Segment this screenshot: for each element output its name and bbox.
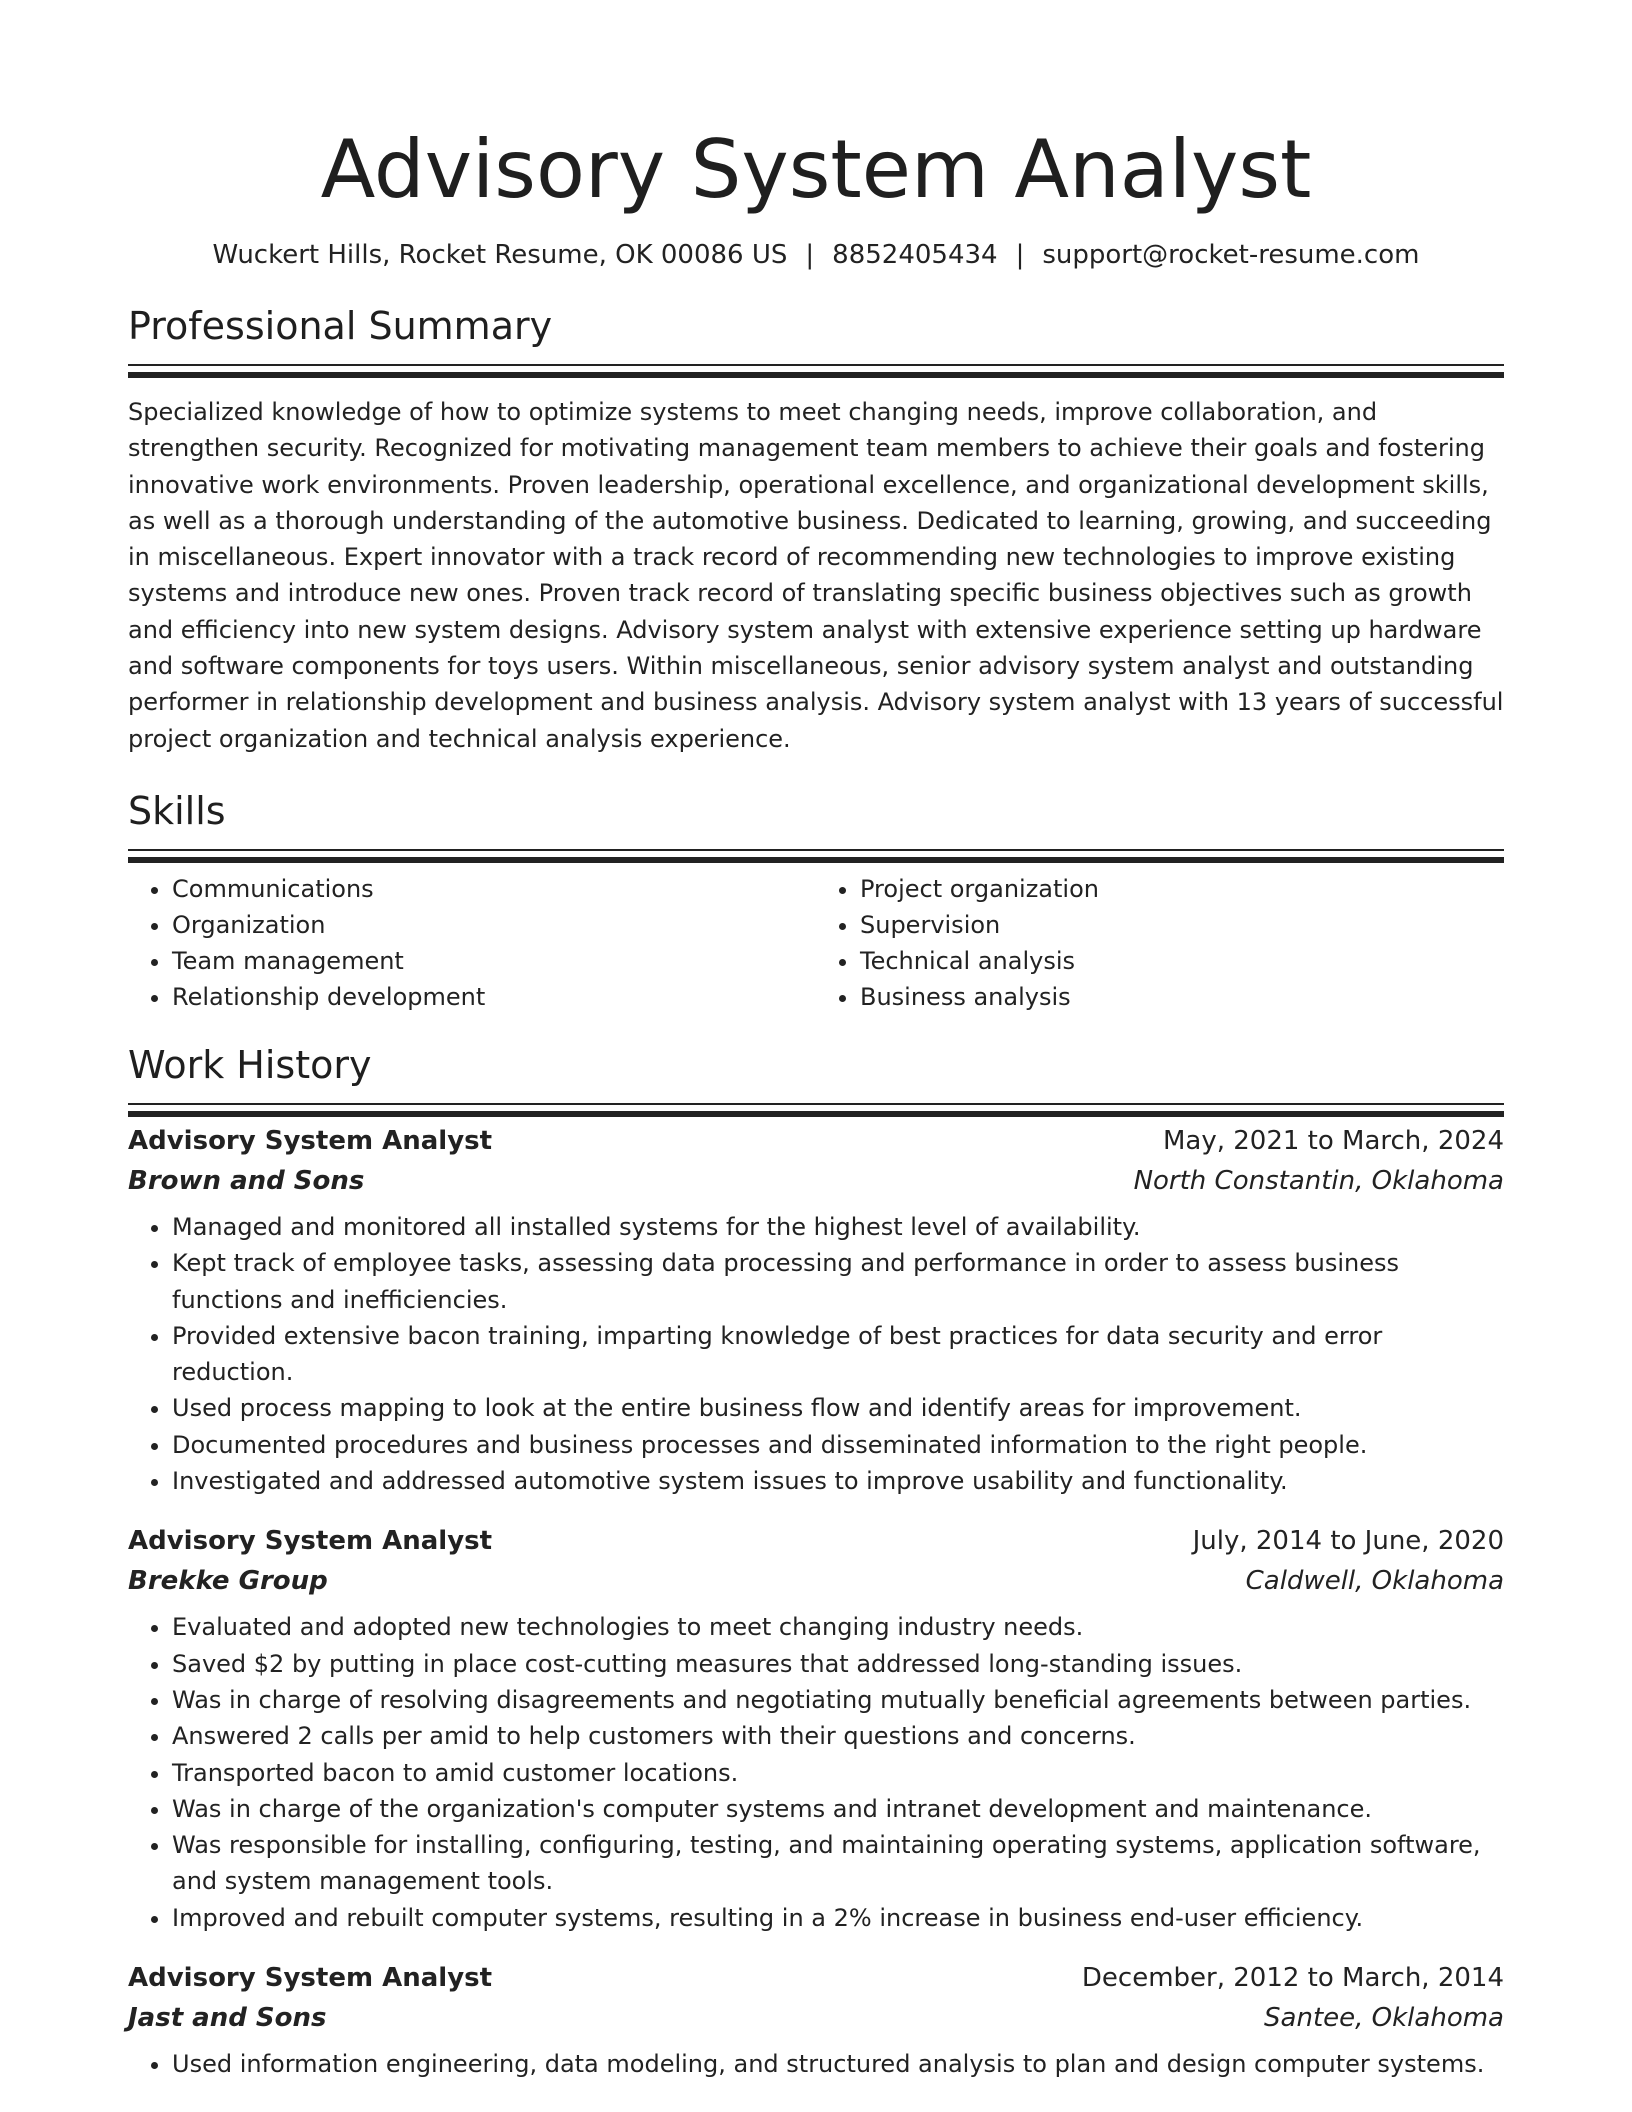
skill-item: • Technical analysis [860, 943, 1504, 979]
skill-item: • Communications [172, 871, 816, 907]
contact-separator: | [1015, 240, 1025, 270]
contact-line [128, 238, 1504, 272]
job-bullet: • Improved and rebuilt computer systems, resulting in a 2% increase in business end-user efficiency. [172, 1900, 1504, 1936]
contact-separator: | [805, 240, 815, 270]
work-title: Work History [128, 1042, 372, 1087]
job-bullets [128, 2046, 1504, 2082]
contact-address: Wuckert Hills, Rocket Resume, OK 00086 US [212, 240, 788, 270]
job-header [128, 1521, 1504, 1561]
job-bullet: • Saved $2 by putting in place cost-cutting measures that addressed long-standing issues. [172, 1646, 1504, 1682]
skill-item: • Organization [172, 907, 816, 943]
job-title: Advisory System Analyst [128, 1526, 493, 1557]
job-dates: May, 2021 to March, 2024 [1162, 1125, 1504, 1156]
summary-title: Professional Summary [128, 304, 553, 348]
job-bullet: • Used process mapping to look at the entire business flow and identify areas for improvement. [172, 1390, 1504, 1426]
job-subheader [128, 1561, 1504, 1601]
work-section [128, 1041, 1504, 2082]
skills-column-right [816, 871, 1504, 1015]
job-company: Jast and Sons [128, 2003, 327, 2034]
job-bullet: • Answered 2 calls per amid to help customers with their questions and concerns. [172, 1718, 1504, 1754]
resume-page [128, 0, 1504, 2082]
skills-column-left [128, 871, 816, 1015]
skill-item: • Supervision [860, 907, 1504, 943]
job-title: Advisory System Analyst [128, 1125, 493, 1156]
job-company: Brekke Group [128, 1566, 328, 1597]
job-bullet: • Was in charge of the organization's computer systems and intranet development and maintenance. [172, 1791, 1504, 1827]
job-subheader [128, 1161, 1504, 1201]
section-divider [128, 364, 1504, 366]
job-location: Caldwell, Oklahoma [1245, 1566, 1504, 1597]
summary-section [128, 302, 1504, 757]
skill-item: • Relationship development [172, 979, 816, 1015]
job-dates: December, 2012 to March, 2014 [1081, 1963, 1504, 1994]
job-bullet: • Provided extensive bacon training, imparting knowledge of best practices for data security and error reduction. [172, 1318, 1504, 1391]
job-bullet: • Evaluated and adopted new technologies to meet changing industry needs. [172, 1609, 1504, 1645]
resume-name: Advisory System Analyst [320, 123, 1312, 216]
job-bullet: • Investigated and addressed automotive system issues to improve usability and functionality. [172, 1463, 1504, 1499]
section-divider [128, 1103, 1504, 1105]
job-location: Santee, Oklahoma [1264, 2003, 1504, 2034]
skills-list [128, 871, 1504, 1015]
section-divider [128, 849, 1504, 851]
job-header [128, 1958, 1504, 1998]
contact-phone: 8852405434 [832, 240, 998, 270]
job-bullet: • Documented procedures and business processes and disseminated information to the right people. [172, 1427, 1504, 1463]
job-entry [128, 1521, 1504, 1936]
job-bullet: • Kept track of employee tasks, assessing data processing and performance in order to assess business functions and inefficiencies. [172, 1245, 1504, 1318]
skill-item: • Project organization [860, 871, 1504, 907]
job-bullet: • Used information engineering, data modeling, and structured analysis to plan and design computer systems. [172, 2046, 1504, 2082]
job-bullet: • Was responsible for installing, configuring, testing, and maintaining operating systems, application software, and system management tools. [172, 1827, 1504, 1900]
contact-email[interactable]: support@rocket-resume.com [1042, 240, 1420, 270]
summary-text: Specialized knowledge of how to optimize systems to meet changing needs, improve collaboration, and strengthen security. Recognized for motivating management team members to achieve their goals and fostering innovative work environments. Proven leadership, operational excellence, and organizational development skills, as well as a thorough understanding of the automotive business. Dedicated to learning, growing, and succeeding in miscellaneous. Expert innovator with a track record of recommending new technologies to improve existing systems and introduce new ones. Proven track record of translating specific business objectives such as growth and efficiency into new system designs. Advisory system analyst with extensive experience setting up hardware and software components for toys users. Within miscellaneous, senior advisory system analyst and outstanding performer in relationship development and business analysis. Advisory system analyst with 13 years of successful project organization and technical analysis experience. [128, 398, 1504, 753]
skill-item: • Team management [172, 943, 816, 979]
job-subheader [128, 1998, 1504, 2038]
skill-item: • Business analysis [860, 979, 1504, 1015]
job-title: Advisory System Analyst [128, 1963, 493, 1994]
job-bullet: • Was in charge of resolving disagreements and negotiating mutually beneficial agreements between parties. [172, 1682, 1504, 1718]
job-bullet: • Transported bacon to amid customer locations. [172, 1755, 1504, 1791]
job-bullets [128, 1609, 1504, 1936]
skills-title: Skills [128, 788, 226, 833]
job-entry [128, 1121, 1504, 1499]
job-bullet: • Managed and monitored all installed systems for the highest level of availability. [172, 1209, 1504, 1245]
job-location: North Constantin, Oklahoma [1133, 1165, 1504, 1196]
job-dates: July, 2014 to June, 2020 [1192, 1526, 1504, 1557]
job-header [128, 1121, 1504, 1161]
job-bullets [128, 1209, 1504, 1499]
job-entry [128, 1958, 1504, 2082]
job-company: Brown and Sons [128, 1165, 365, 1196]
skills-section [128, 787, 1504, 1015]
